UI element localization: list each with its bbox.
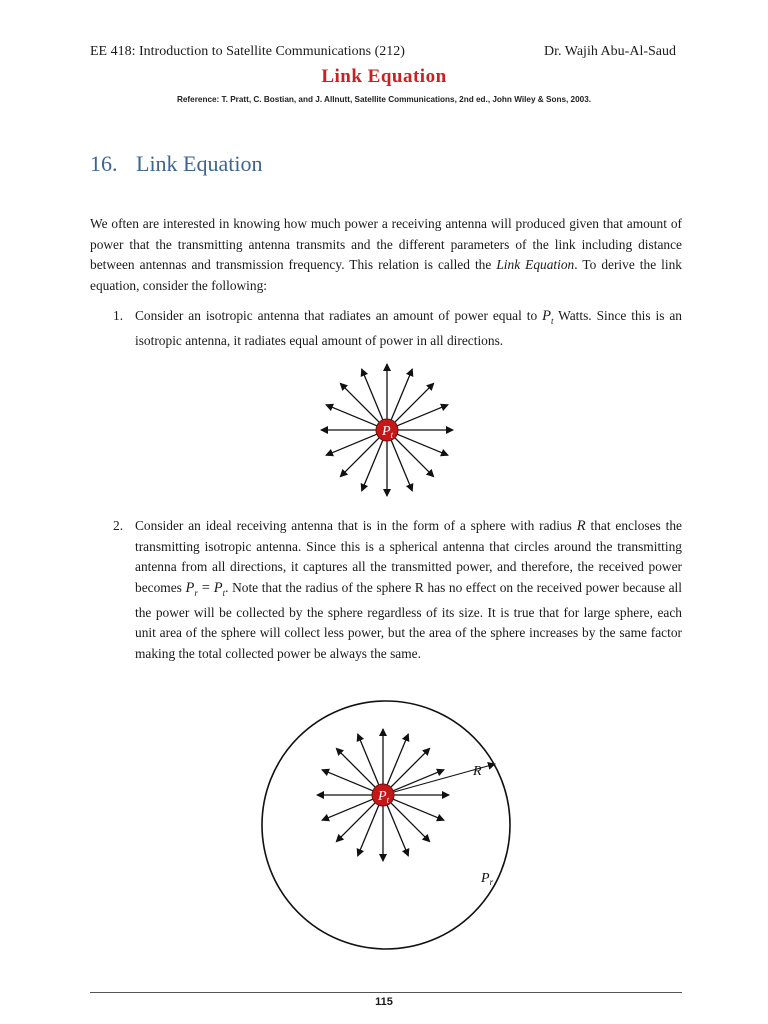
radiation-arrow <box>394 383 434 423</box>
item-number: 1. <box>113 308 124 323</box>
receiving-sphere <box>262 701 510 949</box>
intro-text-1: We often are interested in knowing how much power a receiving antenna will produced given that amount of power that the transmitting antenna transmits and the different parameters of the link including distance between antennas and transmission frequency. This relation is called the <box>90 216 682 272</box>
item-text-part: that encloses the transmitting isotropic antenna. Since this is a spherical antenna that circles around the transmitting antenna from all directions, it captures all the transmitted power, and therefore, the received power becomes <box>135 518 682 595</box>
radiation-arrow <box>326 405 378 427</box>
intro-paragraph <box>90 214 682 296</box>
radiation-arrow <box>358 804 380 856</box>
radiation-arrow <box>326 434 378 456</box>
radiation-arrow <box>362 439 384 491</box>
item-text-part: Watts. Since this is an isotropic antenna, it radiates equal amount of power in all directions. <box>135 308 683 349</box>
radiation-arrow <box>392 799 444 821</box>
radiation-arrow <box>390 748 430 788</box>
radiation-arrow <box>394 437 434 477</box>
item-text-part: Consider an ideal receiving antenna that is in the form of a sphere with radius <box>135 518 577 533</box>
radius-label: R <box>473 764 482 779</box>
page-number: 115 <box>375 996 393 1008</box>
sphere-power-label: $P_r$ <box>481 871 494 887</box>
item-text <box>135 516 682 664</box>
radiation-arrow <box>336 802 376 842</box>
radiation-arrow <box>336 748 376 788</box>
section-heading <box>90 151 262 177</box>
intro-text-2: . To derive the link equation, consider the following: <box>90 257 682 293</box>
isotropic-antenna-figure <box>305 355 469 505</box>
document-title: Link Equation <box>321 66 447 87</box>
radiation-arrow <box>387 804 409 856</box>
source-label: $P_t$ <box>382 424 394 440</box>
section-title: Link Equation <box>136 151 263 176</box>
math-pt: $P_t$ <box>542 308 554 326</box>
item-text-part: Consider an isotropic antenna that radiates an amount of power equal to <box>135 308 543 323</box>
item-number: 2. <box>113 518 124 533</box>
radiation-arrow <box>322 799 374 821</box>
reference-line: Reference: T. Pratt, C. Bostian, and J. Allnutt, Satellite Communications, 2nd ed., John Wiley & Sons, 2003. <box>176 95 592 104</box>
math-r: R <box>576 518 586 534</box>
radiation-arrow <box>396 434 448 456</box>
radiation-arrow <box>391 439 413 491</box>
spherical-receiver-figure <box>255 668 525 968</box>
radiation-arrow <box>396 405 448 427</box>
author-header: Dr. Wajih Abu-Al-Saud <box>544 44 676 59</box>
radiation-arrow <box>362 369 384 421</box>
source-label: $P_t$ <box>378 789 390 805</box>
radiation-arrow <box>322 770 374 792</box>
course-header: EE 418: Introduction to Satellite Communications (212) <box>90 44 405 59</box>
math-pr-equals-pt: $P_r = P_t$ <box>185 579 226 598</box>
radiation-arrow <box>340 437 380 477</box>
radiation-arrow <box>390 802 430 842</box>
radiation-arrow <box>340 383 380 423</box>
radiation-arrow <box>391 369 413 421</box>
radiation-arrow <box>387 734 409 786</box>
footer-rule <box>90 992 682 993</box>
item-text <box>135 306 682 352</box>
intro-emphasis: Link Equation <box>496 257 575 272</box>
section-number: 16. <box>90 151 118 176</box>
item-text-part: . Note that the radius of the sphere R has no effect on the received power because all the power will be collected by the sphere regardless of its size. It is true that for large sphere, each unit area of the sphere will collect less power, but the area of the sphere increases by the same factor making the total collected power be always the same. <box>135 579 682 661</box>
radiation-arrow <box>358 734 380 786</box>
